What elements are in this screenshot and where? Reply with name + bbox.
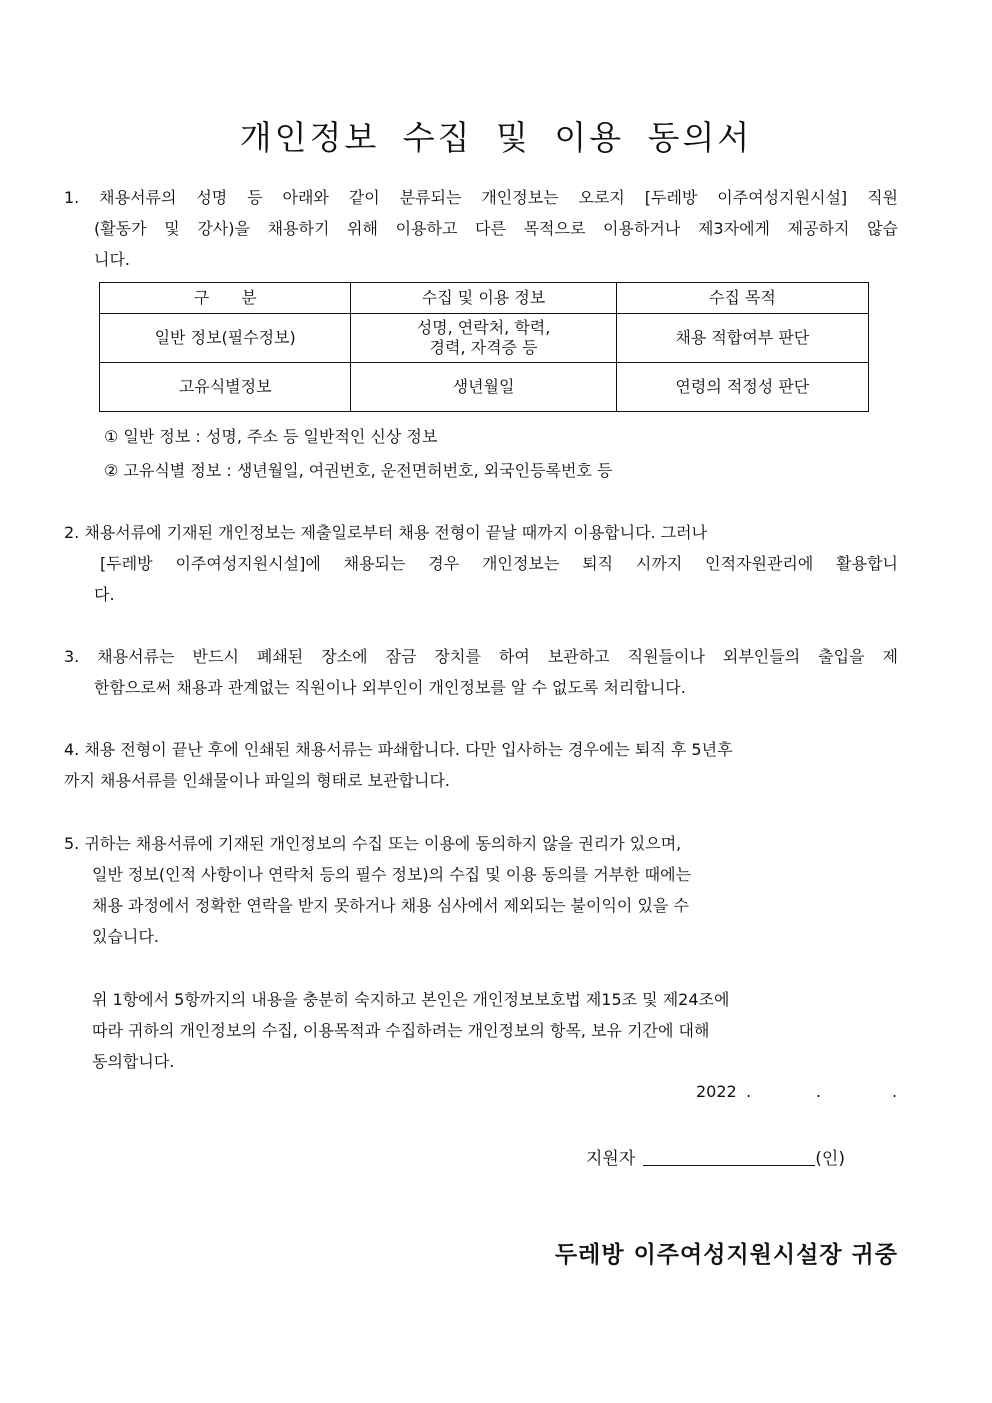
section-2-line-1: 2. 채용서류에 기재된 개인정보는 제출일로부터 채용 전형이 끝날 때까지 이용합니다. 그러나 bbox=[64, 523, 708, 542]
section-2-line-2: [두레방 이주여성지원시설]에 채용되는 경우 개인정보는 퇴직 시까지 인적자원관리에 활용합니 bbox=[100, 554, 898, 573]
date-separator-1: . bbox=[746, 1082, 752, 1101]
consent-line-1: 위 1항에서 5항까지의 내용을 충분히 숙지하고 본인은 개인정보보호법 제15조 및 제24조에 bbox=[92, 990, 730, 1009]
section-5-line-1: 5. 귀하는 채용서류에 기재된 개인정보의 수집 또는 이용에 동의하지 않을 권리가 있으며, bbox=[64, 834, 682, 853]
signature-label: 지원자 bbox=[586, 1149, 636, 1169]
note-general-info: ① 일반 정보 : 성명, 주소 등 일반적인 신상 정보 bbox=[104, 427, 438, 446]
consent-statement bbox=[64, 984, 898, 1077]
section-1-line-1: 1. 채용서류의 성명 등 아래와 같이 분류되는 개인정보는 오로지 [두레방 이주여성지원시설] 직원 bbox=[64, 188, 898, 207]
table-header-info: 수집 및 이용 정보 bbox=[351, 283, 616, 314]
date-year: 2022 bbox=[696, 1082, 737, 1101]
signature-seal: (인) bbox=[815, 1149, 845, 1169]
section-1-line-2: (활동가 및 강사)을 채용하기 위해 이용하고 다른 목적으로 이용하거나 제3자에게 제공하지 않습 bbox=[94, 219, 898, 238]
date-separator-3: . bbox=[892, 1082, 898, 1101]
table-cell-category: 일반 정보(필수정보) bbox=[100, 314, 351, 363]
table-header-category: 구 분 bbox=[100, 283, 351, 314]
info-classification-table bbox=[99, 282, 869, 412]
section-4 bbox=[64, 734, 898, 796]
table-cell-category: 고유식별정보 bbox=[100, 363, 351, 412]
table-row bbox=[100, 363, 869, 412]
section-4-line-2: 까지 채용서류를 인쇄물이나 파일의 형태로 보관합니다. bbox=[64, 771, 451, 790]
section-3-line-1: 3. 채용서류는 반드시 폐쇄된 장소에 잠금 장치를 하여 보관하고 직원들이나 외부인들의 출입을 제 bbox=[64, 647, 898, 666]
table-row bbox=[100, 314, 869, 363]
signature-block bbox=[586, 1144, 845, 1169]
section-1-line-3: 니다. bbox=[94, 250, 130, 269]
section-5 bbox=[64, 828, 898, 952]
section-1 bbox=[64, 182, 898, 275]
section-5-line-2: 일반 정보(인적 사항이나 연락처 등의 필수 정보)의 수집 및 이용 동의를 거부한 때에는 bbox=[92, 865, 692, 884]
document-title: 개인정보 수집 및 이용 동의서 bbox=[239, 118, 753, 157]
section-5-line-3: 채용 과정에서 정확한 연락을 받지 못하거나 채용 심사에서 제외되는 불이익이 있을 수 bbox=[92, 896, 689, 915]
table-cell-purpose: 연령의 적정성 판단 bbox=[616, 363, 868, 412]
consent-line-3: 동의합니다. bbox=[92, 1052, 175, 1071]
table-header-purpose: 수집 목적 bbox=[616, 283, 868, 314]
signature-line[interactable] bbox=[643, 1147, 815, 1166]
section-2 bbox=[64, 517, 898, 610]
table-header-row bbox=[100, 283, 869, 314]
section-2-line-3: 다. bbox=[94, 585, 115, 604]
section-3-line-2: 한함으로써 채용과 관계없는 직원이나 외부인이 개인정보를 알 수 없도록 처리합니다. bbox=[94, 678, 686, 697]
date-separator-2: . bbox=[816, 1082, 822, 1101]
table-cell-info bbox=[351, 314, 616, 363]
consent-line-2: 따라 귀하의 개인정보의 수집, 이용목적과 수집하려는 개인정보의 항목, 보유 기간에 대해 bbox=[92, 1021, 710, 1040]
table-cell-purpose: 채용 적합여부 판단 bbox=[616, 314, 868, 363]
section-4-line-1: 4. 채용 전형이 끝난 후에 인쇄된 채용서류는 파쇄합니다. 다만 입사하는 경우에는 퇴직 후 5년후 bbox=[64, 740, 733, 759]
table-cell-info-line-2: 경력, 자격증 등 bbox=[429, 338, 538, 357]
section-3 bbox=[64, 641, 898, 703]
recipient: 두레방 이주여성지원시설장 귀중 bbox=[554, 1242, 898, 1268]
table-cell-info: 생년월일 bbox=[351, 363, 616, 412]
table-cell-info-line-1: 성명, 연락처, 학력, bbox=[416, 318, 551, 337]
section-5-line-4: 있습니다. bbox=[92, 927, 159, 946]
note-unique-id-info: ② 고유식별 정보 : 생년월일, 여권번호, 운전면허번호, 외국인등록번호 등 bbox=[104, 461, 613, 480]
